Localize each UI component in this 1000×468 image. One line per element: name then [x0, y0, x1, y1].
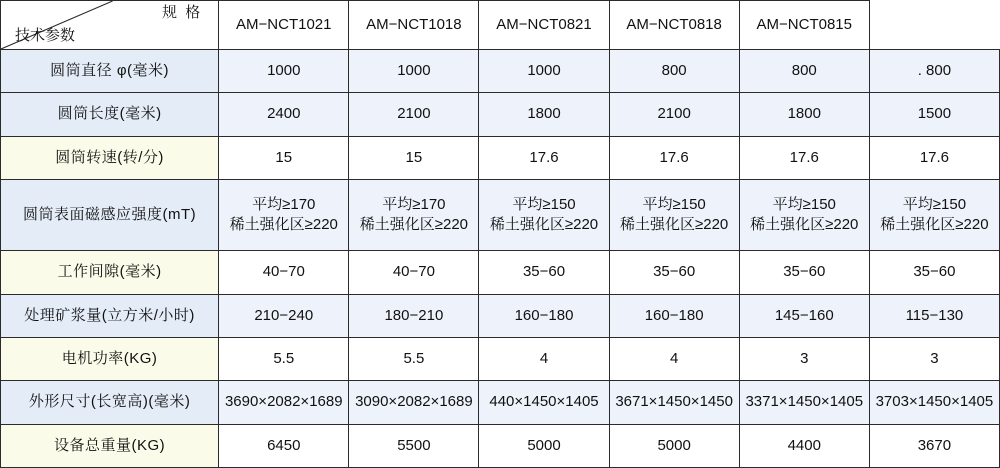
table-cell: 3703×1450×1405 — [869, 381, 999, 424]
table-cell-line: 稀土强化区≥220 — [620, 216, 729, 234]
table-cell — [609, 179, 739, 251]
table-row — [1, 251, 1000, 294]
table-cell: 1000 — [349, 50, 479, 93]
table-row — [1, 381, 1000, 424]
table-cell: 1800 — [479, 93, 609, 136]
table-cell: 17.6 — [609, 136, 739, 179]
table-cell: 35−60 — [869, 251, 999, 294]
table-row — [1, 179, 1000, 251]
table-cell: 3 — [739, 337, 869, 380]
model-header-3: AM−NCT0821 — [479, 1, 609, 50]
table-cell: 15 — [349, 136, 479, 179]
table-cell: 5500 — [349, 424, 479, 467]
table-cell: 3670 — [869, 424, 999, 467]
table-cell: 35−60 — [479, 251, 609, 294]
row-label: 圆筒表面磁感应强度(mT) — [1, 179, 219, 251]
table-cell: 35−60 — [609, 251, 739, 294]
table-cell: 17.6 — [479, 136, 609, 179]
table-cell: 40−70 — [349, 251, 479, 294]
table-cell-line: 平均≥170 — [382, 195, 446, 213]
table-cell-line: 平均≥150 — [772, 195, 836, 213]
table-cell: 800 — [609, 50, 739, 93]
table-cell: 4400 — [739, 424, 869, 467]
table-cell: 145−160 — [739, 294, 869, 337]
table-row — [1, 50, 1000, 93]
table-cell-line: 平均≥150 — [902, 195, 967, 213]
table-cell: 4 — [609, 337, 739, 380]
table-cell: 1000 — [219, 50, 349, 93]
table-row — [1, 93, 1000, 136]
row-label: 圆筒长度(毫米) — [1, 93, 219, 136]
table-cell — [349, 179, 479, 251]
table-cell: 210−240 — [219, 294, 349, 337]
row-label: 工作间隙(毫米) — [1, 251, 219, 294]
row-label: 处理矿浆量(立方米/小时) — [1, 294, 219, 337]
table-cell: 800 — [739, 50, 869, 93]
model-header-2: AM−NCT1018 — [349, 1, 479, 50]
model-header-4: AM−NCT0818 — [609, 1, 739, 50]
table-cell: 3371×1450×1405 — [739, 381, 869, 424]
table-cell: 3090×2082×1689 — [349, 381, 479, 424]
row-label: 外形尺寸(长宽高)(毫米) — [1, 381, 219, 424]
model-header-5: AM−NCT0815 — [739, 1, 869, 50]
table-row — [1, 424, 1000, 467]
model-header-1: AM−NCT1021 — [219, 1, 349, 50]
table-cell: 1000 — [479, 50, 609, 93]
table-cell: 2400 — [219, 93, 349, 136]
table-cell-line: 稀土强化区≥220 — [359, 216, 469, 234]
table-cell: 2100 — [609, 93, 739, 136]
table-cell: 3671×1450×1450 — [609, 381, 739, 424]
table-row — [1, 136, 1000, 179]
table-row — [1, 294, 1000, 337]
table-cell: 160−180 — [479, 294, 609, 337]
table-cell — [869, 179, 999, 251]
table-cell: 17.6 — [869, 136, 999, 179]
table-cell — [479, 179, 609, 251]
table-row — [1, 337, 1000, 380]
table-cell-line: 平均≥170 — [252, 195, 316, 213]
table-cell: 40−70 — [219, 251, 349, 294]
table-cell — [219, 179, 349, 251]
table-cell: 115−130 — [869, 294, 999, 337]
table-cell: 17.6 — [739, 136, 869, 179]
table-cell: 2100 — [349, 93, 479, 136]
spec-header-label: 规 格 — [162, 4, 203, 21]
table-cell: 180−210 — [349, 294, 479, 337]
row-label: 圆筒转速(转/分) — [1, 136, 219, 179]
table-cell — [739, 179, 869, 251]
header-corner-cell — [1, 1, 219, 50]
table-body — [1, 50, 1000, 468]
row-label: 圆筒直径 φ(毫米) — [1, 50, 219, 93]
table-cell-line: 稀土强化区≥220 — [489, 216, 599, 234]
param-header-label: 技术参数 — [15, 26, 76, 44]
table-header-row — [1, 1, 1000, 50]
table-cell-line: 稀土强化区≥220 — [750, 216, 859, 234]
table-cell: 3 — [869, 337, 999, 380]
table-cell-line: 稀土强化区≥220 — [880, 216, 989, 234]
table-cell: 1500 — [869, 93, 999, 136]
table-cell: 4 — [479, 337, 609, 380]
table-cell: 5.5 — [219, 337, 349, 380]
row-label: 设备总重量(KG) — [1, 424, 219, 467]
table-cell: 35−60 — [739, 251, 869, 294]
table-cell: 1800 — [739, 93, 869, 136]
table-cell-line: 平均≥150 — [642, 195, 706, 213]
table-cell-line: 稀土强化区≥220 — [229, 216, 338, 234]
row-label: 电机功率(KG) — [1, 337, 219, 380]
table-cell: 5000 — [609, 424, 739, 467]
table-cell: . 800 — [869, 50, 999, 93]
table-cell: 3690×2082×1689 — [219, 381, 349, 424]
table-cell: 5.5 — [349, 337, 479, 380]
table-cell: 5000 — [479, 424, 609, 467]
table-cell: 440×1450×1405 — [479, 381, 609, 424]
table-cell: 15 — [219, 136, 349, 179]
table-cell: 6450 — [219, 424, 349, 467]
table-cell-line: 平均≥150 — [512, 195, 576, 213]
table-cell: 160−180 — [609, 294, 739, 337]
